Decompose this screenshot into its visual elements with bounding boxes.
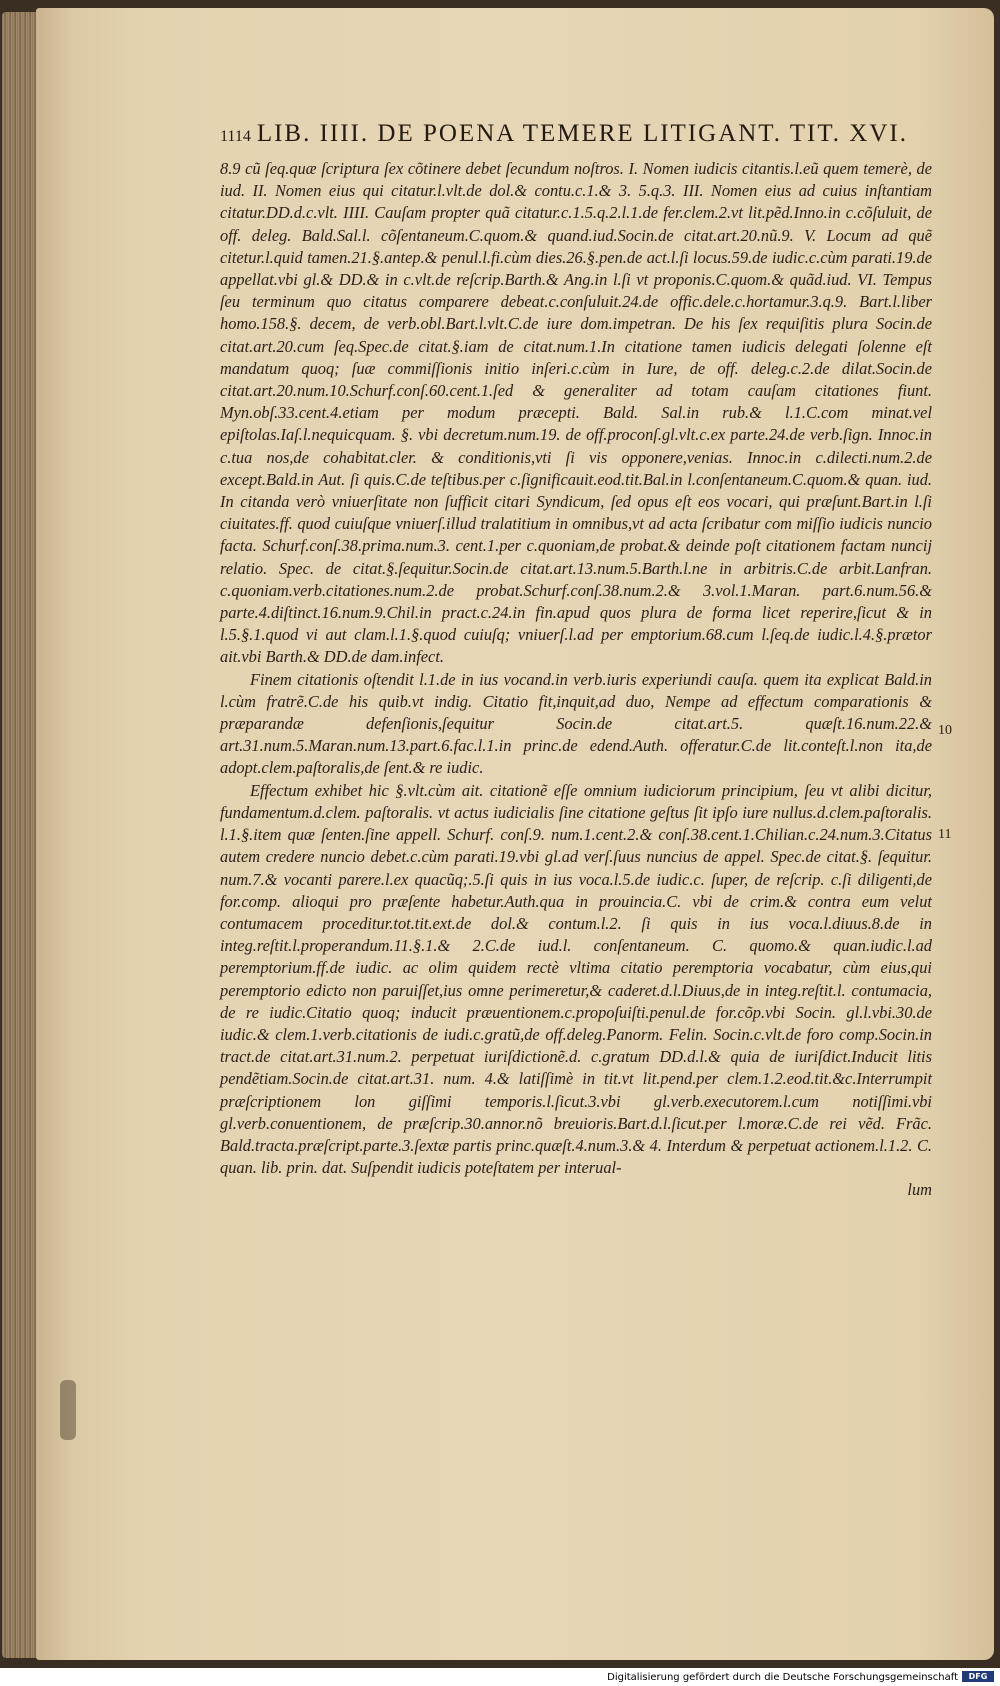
margin-note-10: 10 bbox=[938, 723, 952, 738]
paragraph: Finem citationis oſtendit l.1.de in ius vocand.in verb.iuris experiundi cauſa. quem ita explicat Bald.in l.cùm fratrẽ.C.de his quib.vt indig. Citatio fit,inquit,ad duo, Nempe ad effectum comparationis & præparandæ defenſionis,ſequitur Socin.de citat.art.5. quæſt.16.num.22.& art.31.num.5.Maran.num.13.part.6.fac.l.1.in princ.de edend.Auth. offeratur.C.de lit.conteſt.l.non ita,de adopt.clem.paſtoralis,de ſent.& re iudic. bbox=[220, 669, 932, 778]
running-title: LIB. IIII. DE POENA TEMERE LITIGANT. TIT. XVI. bbox=[256, 120, 908, 147]
paragraph: 8.9 cũ ſeq.quæ ſcriptura ſex cõtinere debet ſecundum noſtros. I. Nomen iudicis citantis.l.eũ quem temerè, de iud. II. Nomen eius qui citatur.l.vlt.de dol.& contu.c.1.& 3. 5.q.3. III. Nomen eius ad cuius inſtantiam citatur.DD.d.c.vlt. IIII. Cauſam propter quã citatur.c.1.5.q.2.l.1.de fer.clem.2.vt lit.pẽd.Inno.in c.cõſuluit, de off. deleg. Bald.Sal.l. cõſentaneum.C.quom.& quand.iud.Socin.de citat.art.20.nũ.9. V. Locum ad quẽ citetur.l.quid tamen.21.§.antep.& penul.l.fi.cùm dies.26.§.pen.de act.l.ſi locus.59.de iudic.c.cùm parati.19.de appellat.vbi gl.& DD.& in c.vlt.de reſcrip.Barth.& Ang.in l.ſi vt proponis.C.quom.& quãd.iud. VI. Tempus ſeu terminum quo citatus comparere debeat.c.conſuluit.24.de offic.dele.c.hortamur.3.q.9. Bart.l.liber homo.158.§. decem, de verb.obl.Bart.l.vlt.C.de iure dom.impetran. De his ſex requiſitis plura Socin.de citat.art.20.cum ſeq.Spec.de citat.§.iam de citat.num.1.In citatione tamen iudicis delegati ſolenne eſt mandatum quoq; ſuæ commiſſionis initio inſeri.c.cùm in Iure, de off. deleg.c.2.de dilat.Socin.de citat.art.20.num.10.Schurf.conſ.60.cent.1.ſed & generaliter ad totam cauſam citationes fiunt. Myn.obſ.33.cent.4.etiam per modum præcepti. Bald. Sal.in rub.& l.1.C.com minat.vel epiſtolas.Iaſ.l.nequicquam. §. vbi decretum.num.19. de off.proconſ.gl.vlt.c.ex parte.24.de verb.ſign. Innoc.in c.tua nos,de cohabitat.cler. & conditionis,vti ſi vis opponere,venias. Innoc.in c.dilecti.num.2.de except.Bald.in Aut. ſi quis.C.de teſtibus.per c.ſignificauit.eod.tit.Bal.in l.conſentaneum.C.quom.& quan. iud. In citanda verò vniuerſitate non ſufficit citari Syndicum, ſed opus eſt eos vocari, qui præſunt.Bart.in l.ſi ciuitates.ff. quod cuiuſque vniuerſ.illud tralatitium in omnibus,vt ad acta ſcribatur com miſſio iudicis nuncio facta. Schurf.conſ.38.prima.num.3. cent.1.per c.quoniam,de probat.& deinde poſt citationem factam nuncij relatio. Spec. de citat.§.ſequitur.Socin.de citat.art.13.num.5.Barth.l.ne in arbitris.C.de arbit.Lanfran. c.quoniam.verb.citationes.num.2.de probat.Schurf.conſ.38.num.2.& 3.vol.1.Maran. part.6.num.56.& parte.4.diſtinct.16.num.9.Chil.in pract.c.24.in fin.apud quos plura de forma licet reperire,ſicut & in l.5.§.1.quod vi aut clam.l.1.§.quod cuiuſq; vniuerſ.l.ad per emptorium.68.cum l.ſeq.de iudic.l.4.§.prætor ait.vbi Barth.& DD.de dam.infect. bbox=[220, 159, 932, 667]
body-text bbox=[220, 158, 932, 1202]
running-head bbox=[220, 120, 920, 148]
page-number: 1114 bbox=[220, 128, 251, 145]
paragraph: Effectum exhibet hic §.vlt.cùm ait. citationẽ eſſe omnium iudiciorum principium, ſeu vt alibi dicitur, fundamentum.d.clem. paſtoralis. vt actus iudicialis ſine citatione geſtus ſit ipſo iure nullus.d.clem.paſtoralis. l.1.§.item quæ ſenten.ſine appell. Schurf. conſ.9. num.1.cent.2.& conſ.38.cent.1.Chilian.c.24.num.3.Citatus autem credere nuncio debet.c.cùm parati.19.vbi gl.ad verſ.ſuus nuncius de appel. Spec.de citat.§. ſequitur. num.7.& vocanti parere.l.ex quacũq;.5.ſi quis in ius voca.l.5.de iudic.c. ſuper, de reſcrip. c.ſi diligenti,de for.comp. alioqui pro præſente habetur.Auth.qua in prouincia.C. vbi de crim.& contra eum velut contumacem proceditur.tot.tit.ext.de dol.& contum.l.2. ſi quis in ius voca.l.diuus.8.de in integ.reſtit.l.properandum.11.§.1.& 2.C.de iud.l. conſentaneum. C. quomo.& quan.iudic.l.ad peremptorium.ff.de iudic. ac olim quidem rectè vltima citatio peremptoria vocabatur, cùm eius,qui peremptorio edicto non paruiſſet,ius omne perimeretur,& caderet.d.l.Diuus,de in integ.reſtit.l. contumacia, de re iudic.Citatio quoq; inducit præuentionem.c.propoſuiſti.penul.de for.cõp.vbi Socin. gl.l.vbi.30.de iudic.& clem.1.verb.citationis de iudi.c.gratũ,de off.deleg.Panorm. Felin. Socin.c.vlt.de foro comp.Socin.in tract.de citat.art.31.num.2. perpetuat iuriſdictionẽ.d. c.gratum DD.d.l.& quia de iuriſdict.Inducit litis pendẽtiam.Socin.de citat.art.31. num. 4.& latiſſimè in tit.vt lit.pend.per clem.1.2.eod.tit.&c.Interrumpit præſcriptionem lon giſſimi temporis.l.ſicut.3.vbi gl.verb.executorem.l.cum notiſſimi.vbi gl.verb.conuentionem, de præſcrip.30.annor.nõ breuioris.Bart.d.l.ſicut.per l.moræ.C.de rei vẽd. Frãc. Bald.tracta.præſcript.parte.3.ſextæ partis princ.quæſt.4.num.3.& 4. Interdum & perpetuat actionem.l.1.2. C. quan. lib. prin. dat. Suſpendit iudicis poteſtatem per interual- bbox=[220, 780, 932, 1178]
footer-credit: Digitalisierung gefördert durch die Deutsche Forschungsgemeinschaft bbox=[607, 1672, 958, 1683]
page-stain bbox=[60, 1380, 76, 1440]
dfg-logo: DFG bbox=[962, 1671, 994, 1682]
margin-note-11: 11 bbox=[938, 827, 952, 842]
page-edges bbox=[2, 12, 38, 1658]
catchword: lum bbox=[907, 1180, 932, 1200]
